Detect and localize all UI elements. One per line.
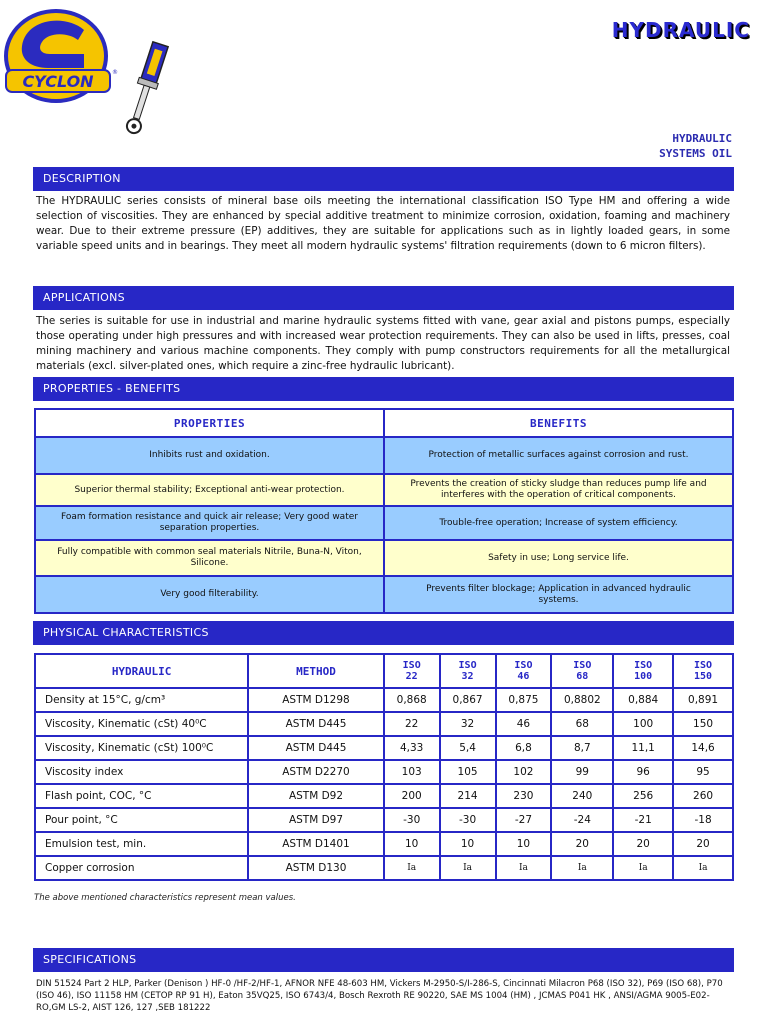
cyclon-logo <box>4 8 116 104</box>
benefit-cell: Prevents the creation of sticky sludge than reduces pump life and interferes with the operation of critical components. <box>384 474 733 506</box>
value-cell: 46 <box>496 712 552 736</box>
characteristic-name-cell: Copper corrosion <box>35 856 248 880</box>
characteristic-name-cell: Emulsion test, min. <box>35 832 248 856</box>
method-cell: ASTM D1298 <box>248 688 384 712</box>
benefit-cell: Protection of metallic surfaces against corrosion and rust. <box>384 437 733 474</box>
table-row <box>35 784 733 808</box>
value-cell: 240 <box>551 784 613 808</box>
characteristic-name-cell: Pour point, °C <box>35 808 248 832</box>
value-cell: 200 <box>384 784 440 808</box>
value-cell: 105 <box>440 760 496 784</box>
description-text: The HYDRAULIC series consists of mineral base oils meeting the international classification ISO Type HM and offering a wide selection of viscosities. They are enhanced by special additive treatment to minimize corrosion, oxidation, foaming and machinery wear. Due to their extreme pressure (EP) additives, they are suitable for applications such as in lightly loaded gears, in some variable speed units and in bearings. They meet all modern hydraulic systems' filtration requirements (down to 6 micron filters). <box>36 195 730 252</box>
value-cell: 0,875 <box>496 688 552 712</box>
characteristic-name-cell: Viscosity, Kinematic (cSt) 100⁰C <box>35 736 248 760</box>
property-cell: Foam formation resistance and quick air release; Very good water separation properties. <box>35 506 384 540</box>
value-cell: -24 <box>551 808 613 832</box>
value-cell: 0,8802 <box>551 688 613 712</box>
value-cell: 150 <box>673 712 733 736</box>
value-cell: -30 <box>440 808 496 832</box>
specifications-text: DIN 51524 Part 2 HLP, Parker (Denison ) HF-0 /HF-2/HF-1, AFNOR NFE 48-603 HM, Vickers M-2950-S/I-286-S, Cincinnati Milacron P68 (ISO 32), P69 (ISO 68), P70 (ISO 46), ISO 11158 HM (CETOP RP 91 H), Eaton 35VQ25, ISO 6743/4, Bosch Rexroth RE 90220, SAE MS 1004 (HM) , JCMAS P041 HK , ANSI/AGMA 9005-E02-RO,GM LS-2, AIST 126, 127 ,SEB 181222 <box>36 979 723 1013</box>
grade-column-header: ISO 150 <box>673 654 733 688</box>
property-cell: Fully compatible with common seal materials Nitrile, Buna-N, Viton, Silicone. <box>35 540 384 576</box>
value-cell: 0,891 <box>673 688 733 712</box>
method-cell: ASTM D92 <box>248 784 384 808</box>
value-cell: 99 <box>551 760 613 784</box>
value-cell: 10 <box>440 832 496 856</box>
property-cell: Inhibits rust and oxidation. <box>35 437 384 474</box>
value-cell: 96 <box>613 760 673 784</box>
hydraulic-cylinder-icon <box>120 40 172 138</box>
table-row <box>35 808 733 832</box>
value-cell: 6,8 <box>496 736 552 760</box>
table-row <box>35 506 733 540</box>
grade-column-header: ISO 68 <box>551 654 613 688</box>
table-row <box>35 576 733 613</box>
value-cell: 0,884 <box>613 688 673 712</box>
value-cell: Ia <box>440 856 496 880</box>
value-cell: 0,868 <box>384 688 440 712</box>
table-row <box>35 540 733 576</box>
grade-column-header: ISO 100 <box>613 654 673 688</box>
value-cell: 68 <box>551 712 613 736</box>
table-row <box>35 474 733 506</box>
table-row <box>35 760 733 784</box>
characteristic-name-cell: Viscosity index <box>35 760 248 784</box>
value-cell: 14,6 <box>673 736 733 760</box>
grade-column-header: ISO 46 <box>496 654 552 688</box>
physical-characteristics-table <box>34 653 734 881</box>
table-row <box>35 856 733 880</box>
section-bar-description: DESCRIPTION <box>33 167 734 191</box>
value-cell: Ia <box>673 856 733 880</box>
property-cell: Superior thermal stability; Exceptional anti-wear protection. <box>35 474 384 506</box>
section-bar-physical: PHYSICAL CHARACTERISTICS <box>33 621 734 645</box>
value-cell: Ia <box>551 856 613 880</box>
value-cell: Ia <box>496 856 552 880</box>
grade-column-header: ISO 22 <box>384 654 440 688</box>
applications-text: The series is suitable for use in industrial and marine hydraulic systems fitted with vane, gear axial and pistons pumps, especially those operating under high pressures and with increased wear protection requirements. They can also be used in lifts, presses, coal mining machinery and various machine components. They comply with pump constructors requirements for all the metallurgical materials (excl. silver-plated ones, which require a zinc-free hydraulic lubricant). <box>36 315 730 372</box>
properties-benefits-table <box>34 408 734 614</box>
value-cell: 95 <box>673 760 733 784</box>
value-cell: 8,7 <box>551 736 613 760</box>
method-cell: ASTM D445 <box>248 712 384 736</box>
value-cell: 11,1 <box>613 736 673 760</box>
table-row <box>35 437 733 474</box>
section-bar-applications: APPLICATIONS <box>33 286 734 310</box>
value-cell: 256 <box>613 784 673 808</box>
property-cell: Very good filterability. <box>35 576 384 613</box>
table-row <box>35 736 733 760</box>
value-cell: 100 <box>613 712 673 736</box>
value-cell: -30 <box>384 808 440 832</box>
method-cell: ASTM D1401 <box>248 832 384 856</box>
property-column-header: HYDRAULIC <box>35 654 248 688</box>
method-column-header: METHOD <box>248 654 384 688</box>
value-cell: -18 <box>673 808 733 832</box>
section-bar-properties: PROPERTIES - BENEFITS <box>33 377 734 401</box>
benefits-header: BENEFITS <box>384 409 733 437</box>
value-cell: -27 <box>496 808 552 832</box>
page-title: HYDRAULIC <box>611 18 750 42</box>
section-bar-specifications: SPECIFICATIONS <box>33 948 734 972</box>
method-cell: ASTM D2270 <box>248 760 384 784</box>
value-cell: 5,4 <box>440 736 496 760</box>
properties-header: PROPERTIES <box>35 409 384 437</box>
characteristic-name-cell: Density at 15°C, g/cm³ <box>35 688 248 712</box>
value-cell: 102 <box>496 760 552 784</box>
value-cell: 20 <box>551 832 613 856</box>
value-cell: 22 <box>384 712 440 736</box>
value-cell: -21 <box>613 808 673 832</box>
grade-column-header: ISO 32 <box>440 654 496 688</box>
product-subtitle: HYDRAULIC SYSTEMS OIL <box>659 132 732 160</box>
value-cell: 4,33 <box>384 736 440 760</box>
value-cell: 20 <box>613 832 673 856</box>
value-cell: 260 <box>673 784 733 808</box>
value-cell: 20 <box>673 832 733 856</box>
table-row <box>35 688 733 712</box>
value-cell: 32 <box>440 712 496 736</box>
svg-text:CYCLON: CYCLON <box>22 72 94 91</box>
value-cell: Ia <box>613 856 673 880</box>
benefit-cell: Trouble-free operation; Increase of system efficiency. <box>384 506 733 540</box>
method-cell: ASTM D130 <box>248 856 384 880</box>
method-cell: ASTM D97 <box>248 808 384 832</box>
value-cell: 214 <box>440 784 496 808</box>
properties-header-row <box>35 409 733 437</box>
value-cell: 10 <box>496 832 552 856</box>
table-row <box>35 832 733 856</box>
benefit-cell: Safety in use; Long service life. <box>384 540 733 576</box>
characteristic-name-cell: Flash point, COC, °C <box>35 784 248 808</box>
characteristic-name-cell: Viscosity, Kinematic (cSt) 40⁰C <box>35 712 248 736</box>
value-cell: Ia <box>384 856 440 880</box>
value-cell: 103 <box>384 760 440 784</box>
value-cell: 0,867 <box>440 688 496 712</box>
value-cell: 10 <box>384 832 440 856</box>
value-cell: 230 <box>496 784 552 808</box>
table-row <box>35 712 733 736</box>
physical-header-row <box>35 654 733 688</box>
benefit-cell: Prevents filter blockage; Application in advanced hydraulic systems. <box>384 576 733 613</box>
mean-values-note: The above mentioned characteristics represent mean values. <box>34 893 296 903</box>
svg-text:®: ® <box>112 69 118 76</box>
method-cell: ASTM D445 <box>248 736 384 760</box>
